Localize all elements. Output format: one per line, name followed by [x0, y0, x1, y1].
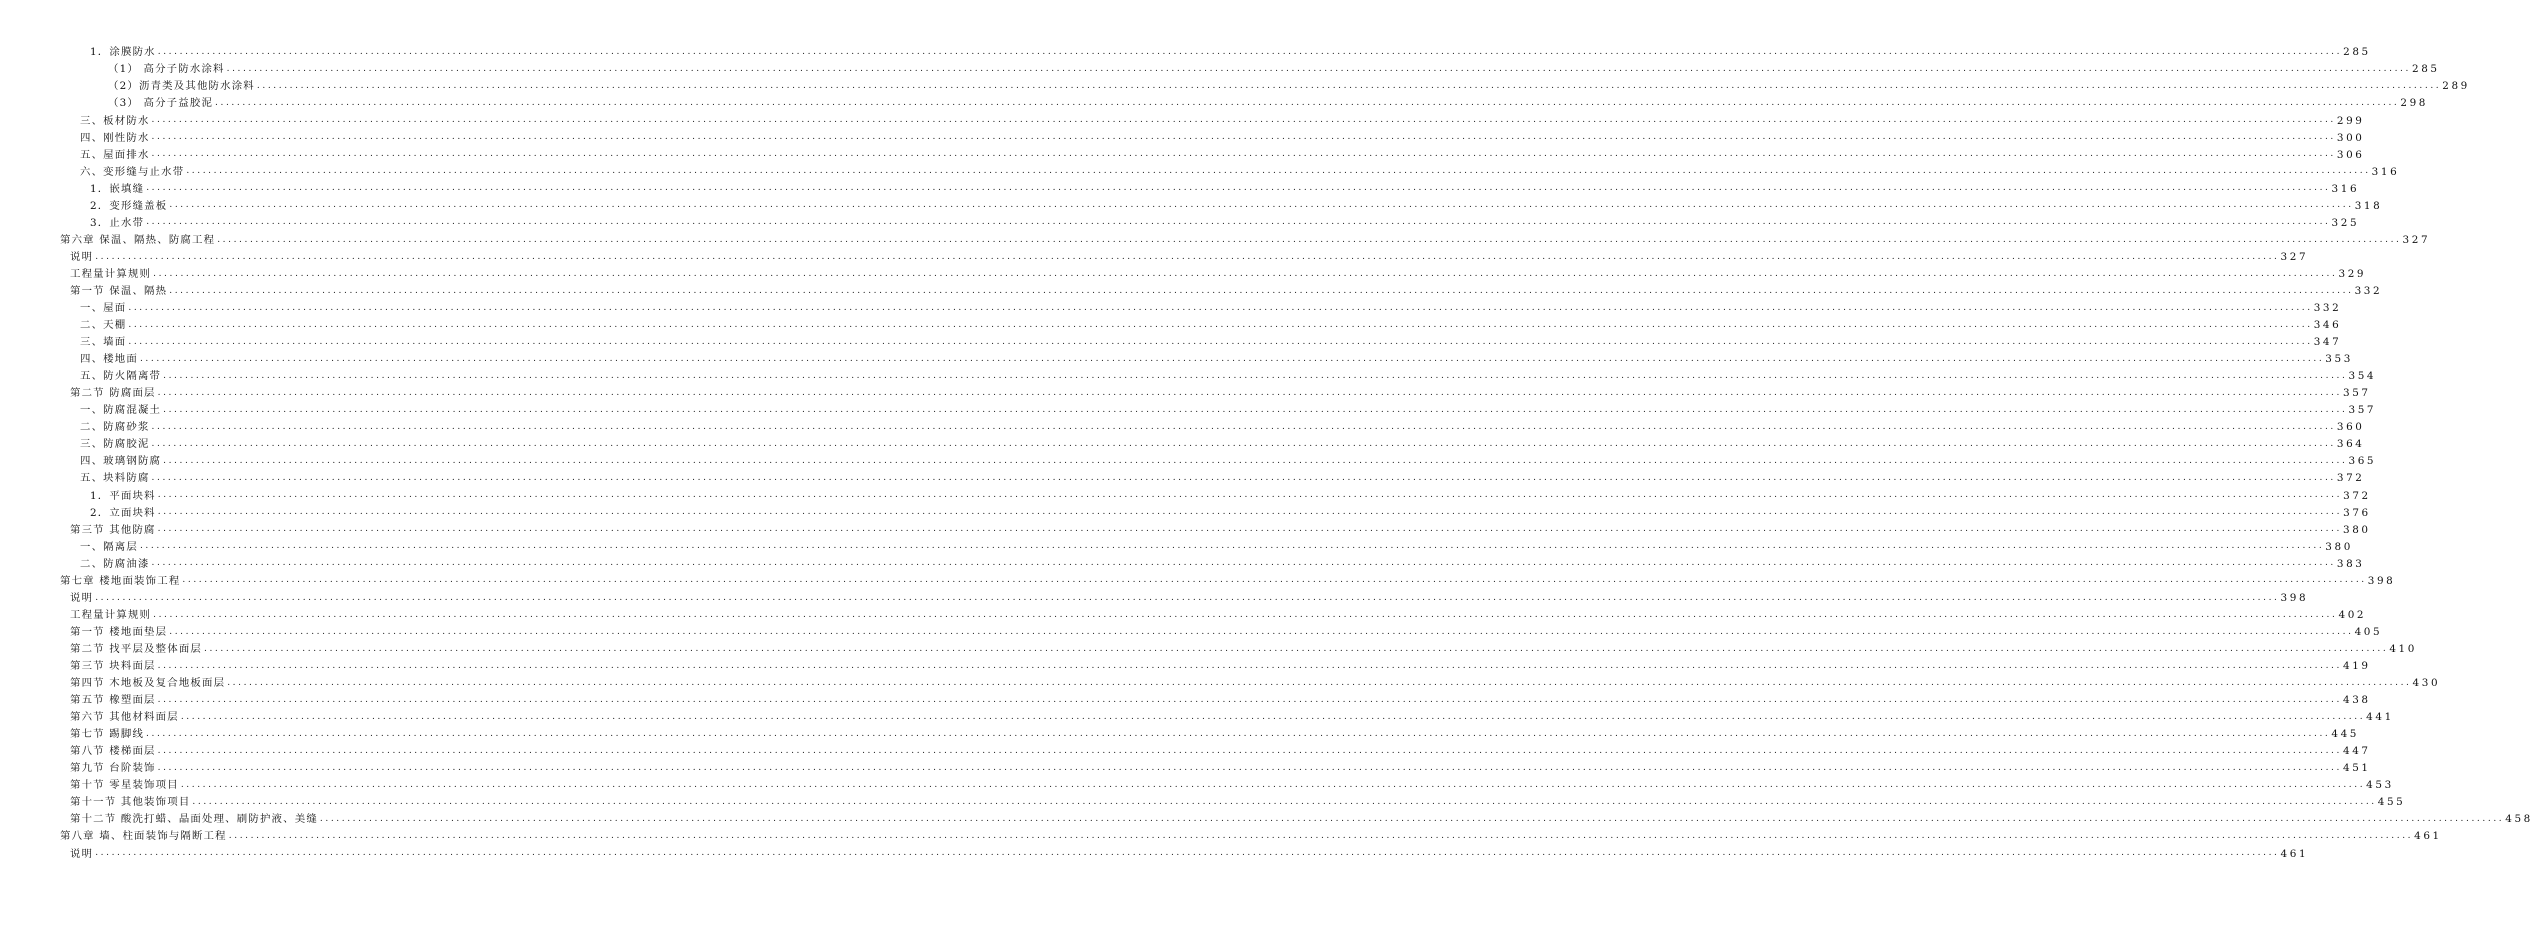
- toc-entry-page: 447: [2342, 745, 2371, 758]
- toc-entry-page: 445: [2331, 728, 2360, 741]
- toc-entry: [0, 555, 2365, 572]
- toc-entry-label: 第九节 台阶装饰: [70, 762, 156, 775]
- toc-entry-page: 357: [2348, 404, 2377, 417]
- dot-leader: ................................................................................................................................................................................................................................................................................................................................................................................................................: [180, 780, 2366, 791]
- toc-entry: [0, 44, 2371, 61]
- toc-entry-label: 说明: [70, 847, 94, 860]
- toc-entry-page: 329: [2338, 267, 2367, 280]
- dot-leader: ................................................................................................................................................................................................................................................................................................................................................................................................................: [128, 302, 2313, 313]
- toc-entry: [0, 538, 2353, 555]
- toc-entry-page: 383: [2336, 557, 2365, 570]
- toc-entry-page: 325: [2331, 216, 2360, 229]
- toc-entry-label: 三、墙面: [80, 336, 127, 349]
- toc-entry-page: 364: [2336, 438, 2365, 451]
- toc-entry-label: 第三节 块料面层: [70, 660, 156, 672]
- toc-entry: [0, 828, 2442, 845]
- toc-entry-label: 说明: [70, 250, 94, 263]
- toc-entry-page: 327: [2280, 250, 2309, 263]
- dot-leader: ................................................................................................................................................................................................................................................................................................................................................................................................................: [215, 98, 2400, 109]
- dot-leader: ................................................................................................................................................................................................................................................................................................................................................................................................................: [157, 507, 2343, 518]
- dot-leader: ................................................................................................................................................................................................................................................................................................................................................................................................................: [151, 473, 2336, 484]
- toc-entry-page: 289: [2442, 80, 2470, 93]
- toc-entry: [0, 641, 2417, 658]
- dot-leader: ................................................................................................................................................................................................................................................................................................................................................................................................................: [319, 814, 2505, 825]
- toc-entry: [0, 675, 2441, 692]
- toc-entry: [0, 180, 2360, 197]
- toc-entry: [0, 317, 2342, 334]
- dot-leader: ................................................................................................................................................................................................................................................................................................................................................................................................................: [146, 728, 2331, 739]
- toc-entry-page: 398: [2367, 574, 2396, 587]
- toc-entry: [0, 197, 2383, 214]
- toc-entry-page: 346: [2313, 319, 2342, 332]
- toc-entry-page: 455: [2377, 796, 2406, 809]
- toc-entry-page: 461: [2280, 847, 2309, 860]
- dot-leader: ................................................................................................................................................................................................................................................................................................................................................................................................................: [204, 643, 2389, 654]
- toc-entry-label: 第六节 其他材料面层: [70, 711, 179, 724]
- toc-entry: [0, 692, 2371, 709]
- toc-entry: [0, 845, 2309, 862]
- dot-leader: ................................................................................................................................................................................................................................................................................................................................................................................................................: [128, 336, 2313, 347]
- toc-entry: [0, 709, 2394, 726]
- toc-entry-page: 299: [2336, 114, 2365, 127]
- toc-entry: [0, 590, 2309, 607]
- toc-entry-page: 306: [2336, 148, 2365, 161]
- toc-entry-label: 第四节 木地板及复合地板面层: [70, 677, 226, 690]
- toc-entry-label: 五、块料防腐: [80, 472, 150, 485]
- toc-entry-page: 365: [2348, 455, 2377, 468]
- toc-entry: [0, 726, 2360, 743]
- dot-leader: ................................................................................................................................................................................................................................................................................................................................................................................................................: [169, 200, 2354, 211]
- toc-entry-label: 第五节 橡塑面层: [70, 694, 156, 707]
- toc-entry-label: 第十节 零星装饰项目: [70, 779, 179, 792]
- toc-entry: [0, 283, 2383, 300]
- toc-entry: [0, 334, 2342, 351]
- toc-entry-label: 四、玻璃钢防腐: [80, 455, 162, 468]
- dot-leader: ................................................................................................................................................................................................................................................................................................................................................................................................................: [95, 848, 2280, 859]
- toc-entry-label: 一、屋面: [80, 302, 127, 315]
- toc-entry-page: 347: [2313, 336, 2342, 349]
- toc-entry: [0, 521, 2371, 538]
- toc-entry: [0, 214, 2360, 231]
- dot-leader: ................................................................................................................................................................................................................................................................................................................................................................................................................: [157, 745, 2342, 756]
- dot-leader: ................................................................................................................................................................................................................................................................................................................................................................................................................: [151, 422, 2336, 433]
- toc-entry-label: 五、屋面排水: [80, 148, 150, 161]
- toc-entry-page: 410: [2389, 642, 2417, 655]
- toc-entry: [0, 794, 2406, 811]
- toc-entry: [0, 112, 2365, 129]
- toc-entry-page: 332: [2313, 302, 2342, 315]
- toc-entry-label: （1） 高分子防水涂料: [108, 63, 225, 76]
- toc-entry-page: 372: [2343, 489, 2371, 502]
- toc-entry-label: 三、防腐胶泥: [80, 438, 150, 451]
- toc-entry-page: 451: [2342, 762, 2371, 775]
- dot-leader: ................................................................................................................................................................................................................................................................................................................................................................................................................: [146, 183, 2331, 194]
- toc-entry: [0, 78, 2470, 95]
- toc-entry-label: 第七节 踢脚线: [70, 728, 145, 741]
- toc-entry-label: 第六章 保温、隔热、防腐工程: [60, 233, 216, 246]
- toc-entry-label: 三、板材防水: [80, 114, 150, 127]
- toc-entry: [0, 487, 2371, 504]
- toc-entry-label: （2）沥青类及其他防水涂料: [108, 80, 255, 93]
- toc-entry: [0, 129, 2365, 146]
- toc-entry-page: 458: [2505, 813, 2533, 826]
- toc-entry-label: 第十二节 酸洗打蜡、晶面处理、刷防护液、美缝: [70, 813, 318, 826]
- toc-entry-page: 398: [2280, 591, 2309, 604]
- toc-entry-page: 360: [2336, 421, 2365, 434]
- dot-leader: ................................................................................................................................................................................................................................................................................................................................................................................................................: [192, 797, 2377, 808]
- table-of-contents: [0, 44, 2533, 862]
- toc-entry-page: 316: [2371, 165, 2400, 178]
- toc-entry-page: 285: [2343, 46, 2371, 59]
- dot-leader: ................................................................................................................................................................................................................................................................................................................................................................................................................: [186, 166, 2371, 177]
- toc-entry-page: 380: [2342, 523, 2371, 536]
- toc-entry-label: 第一节 保温、隔热: [70, 284, 168, 297]
- toc-entry-page: 318: [2354, 199, 2383, 212]
- toc-entry: [0, 249, 2309, 266]
- toc-entry-page: 402: [2338, 608, 2367, 621]
- dot-leader: ................................................................................................................................................................................................................................................................................................................................................................................................................: [256, 81, 2442, 92]
- dot-leader: ................................................................................................................................................................................................................................................................................................................................................................................................................: [227, 677, 2412, 688]
- toc-entry-page: 327: [2402, 233, 2431, 246]
- dot-leader: ................................................................................................................................................................................................................................................................................................................................................................................................................: [157, 490, 2343, 501]
- dot-leader: ................................................................................................................................................................................................................................................................................................................................................................................................................: [182, 575, 2367, 586]
- toc-entry-label: 一、防腐混凝土: [80, 404, 162, 417]
- toc-entry-label: 五、防火隔离带: [80, 370, 162, 383]
- dot-leader: ................................................................................................................................................................................................................................................................................................................................................................................................................: [151, 558, 2336, 569]
- toc-entry-label: 四、刚性防水: [80, 131, 150, 144]
- toc-entry-page: 372: [2336, 472, 2365, 485]
- dot-leader: ................................................................................................................................................................................................................................................................................................................................................................................................................: [217, 234, 2402, 245]
- toc-entry: [0, 760, 2371, 777]
- toc-entry: [0, 743, 2371, 760]
- toc-entry-page: 376: [2343, 506, 2371, 519]
- toc-entry: [0, 61, 2440, 78]
- toc-entry-label: 第七章 楼地面装饰工程: [60, 574, 181, 587]
- toc-entry-label: 第一节 楼地面垫层: [70, 625, 168, 638]
- toc-entry-label: 第三节 其他防腐: [70, 523, 156, 536]
- dot-leader: ................................................................................................................................................................................................................................................................................................................................................................................................................: [163, 370, 2348, 381]
- toc-entry-page: 354: [2348, 370, 2377, 383]
- toc-entry-label: 1．涂膜防水: [90, 46, 156, 59]
- toc-entry-page: 438: [2342, 694, 2371, 707]
- toc-entry: [0, 607, 2367, 624]
- dot-leader: ................................................................................................................................................................................................................................................................................................................................................................................................................: [157, 660, 2342, 671]
- toc-entry-label: 3．止水带: [90, 216, 145, 229]
- toc-entry-label: 第八章 墙、柱面装饰与隔断工程: [60, 830, 227, 843]
- dot-leader: ................................................................................................................................................................................................................................................................................................................................................................................................................: [128, 319, 2313, 330]
- toc-entry-label: 第八节 楼梯面层: [70, 745, 156, 758]
- dot-leader: ................................................................................................................................................................................................................................................................................................................................................................................................................: [226, 64, 2411, 75]
- toc-entry: [0, 300, 2342, 317]
- toc-entry-page: 332: [2354, 284, 2383, 297]
- toc-entry: [0, 658, 2371, 675]
- dot-leader: ................................................................................................................................................................................................................................................................................................................................................................................................................: [163, 456, 2348, 467]
- toc-entry-label: 说明: [70, 591, 94, 604]
- toc-entry: [0, 572, 2396, 589]
- dot-leader: ................................................................................................................................................................................................................................................................................................................................................................................................................: [146, 217, 2331, 228]
- toc-entry-label: 四、楼地面: [80, 353, 138, 366]
- toc-entry-page: 461: [2414, 830, 2442, 843]
- dot-leader: ................................................................................................................................................................................................................................................................................................................................................................................................................: [157, 47, 2343, 58]
- toc-entry-page: 357: [2342, 387, 2371, 400]
- toc-entry: [0, 402, 2377, 419]
- toc-entry: [0, 624, 2383, 641]
- toc-entry-page: 285: [2411, 63, 2440, 76]
- toc-entry: [0, 504, 2371, 521]
- dot-leader: ................................................................................................................................................................................................................................................................................................................................................................................................................: [151, 132, 2336, 143]
- dot-leader: ................................................................................................................................................................................................................................................................................................................................................................................................................: [169, 626, 2354, 637]
- toc-entry: [0, 146, 2365, 163]
- toc-entry-page: 405: [2354, 625, 2383, 638]
- toc-entry: [0, 453, 2377, 470]
- dot-leader: ................................................................................................................................................................................................................................................................................................................................................................................................................: [157, 762, 2342, 773]
- toc-entry-page: 300: [2336, 131, 2365, 144]
- toc-entry-label: 二、防腐油漆: [80, 557, 150, 570]
- toc-entry-label: 二、天棚: [80, 319, 127, 332]
- toc-entry: [0, 95, 2429, 112]
- dot-leader: ................................................................................................................................................................................................................................................................................................................................................................................................................: [151, 115, 2336, 126]
- dot-leader: ................................................................................................................................................................................................................................................................................................................................................................................................................: [157, 387, 2342, 398]
- toc-entry-label: 二、防腐砂浆: [80, 421, 150, 434]
- dot-leader: ................................................................................................................................................................................................................................................................................................................................................................................................................: [157, 694, 2342, 705]
- dot-leader: ................................................................................................................................................................................................................................................................................................................................................................................................................: [95, 251, 2280, 262]
- toc-entry-label: 工程量计算规则: [70, 608, 152, 621]
- toc-entry: [0, 266, 2367, 283]
- toc-entry-page: 453: [2366, 779, 2394, 792]
- toc-entry-page: 316: [2331, 182, 2360, 195]
- toc-entry-page: 380: [2325, 540, 2353, 553]
- dot-leader: ................................................................................................................................................................................................................................................................................................................................................................................................................: [157, 524, 2342, 535]
- dot-leader: ................................................................................................................................................................................................................................................................................................................................................................................................................: [169, 285, 2354, 296]
- toc-entry: [0, 470, 2365, 487]
- dot-leader: ................................................................................................................................................................................................................................................................................................................................................................................................................: [151, 439, 2336, 450]
- toc-entry: [0, 368, 2377, 385]
- dot-leader: ................................................................................................................................................................................................................................................................................................................................................................................................................: [180, 711, 2366, 722]
- toc-entry: [0, 811, 2533, 828]
- toc-entry-page: 430: [2412, 677, 2441, 690]
- toc-entry-label: 第二节 防腐面层: [70, 387, 156, 400]
- toc-entry: [0, 385, 2371, 402]
- dot-leader: ................................................................................................................................................................................................................................................................................................................................................................................................................: [153, 609, 2338, 620]
- toc-entry-label: 1．嵌填缝: [90, 182, 145, 195]
- toc-entry-label: 工程量计算规则: [70, 267, 152, 280]
- toc-entry-page: 441: [2366, 711, 2394, 724]
- dot-leader: ................................................................................................................................................................................................................................................................................................................................................................................................................: [151, 149, 2336, 160]
- toc-entry: [0, 163, 2400, 180]
- toc-entry: [0, 436, 2365, 453]
- dot-leader: ................................................................................................................................................................................................................................................................................................................................................................................................................: [139, 541, 2325, 552]
- toc-entry-label: 第二节 找平层及整体面层: [70, 642, 202, 655]
- toc-entry-label: 六、变形缝与止水带: [80, 165, 185, 178]
- toc-entry: [0, 351, 2353, 368]
- dot-leader: ................................................................................................................................................................................................................................................................................................................................................................................................................: [95, 592, 2280, 603]
- toc-entry-label: 第十一节 其他装饰项目: [70, 796, 191, 809]
- toc-entry: [0, 777, 2394, 794]
- toc-entry-page: 298: [2400, 97, 2429, 110]
- toc-entry-label: 一、隔离层: [80, 540, 138, 553]
- dot-leader: ................................................................................................................................................................................................................................................................................................................................................................................................................: [153, 268, 2338, 279]
- dot-leader: ................................................................................................................................................................................................................................................................................................................................................................................................................: [228, 831, 2414, 842]
- dot-leader: ................................................................................................................................................................................................................................................................................................................................................................................................................: [139, 353, 2325, 364]
- toc-entry-label: 1．平面块料: [90, 489, 156, 502]
- toc-entry-label: （3） 高分子益胶泥: [108, 97, 214, 110]
- toc-entry-page: 419: [2342, 660, 2371, 672]
- toc-entry: [0, 419, 2365, 436]
- dot-leader: ................................................................................................................................................................................................................................................................................................................................................................................................................: [163, 405, 2348, 415]
- toc-entry: [0, 232, 2431, 249]
- toc-entry-label: 2．立面块料: [90, 506, 156, 519]
- toc-entry-page: 353: [2325, 353, 2353, 366]
- toc-entry-label: 2．变形缝盖板: [90, 199, 168, 212]
